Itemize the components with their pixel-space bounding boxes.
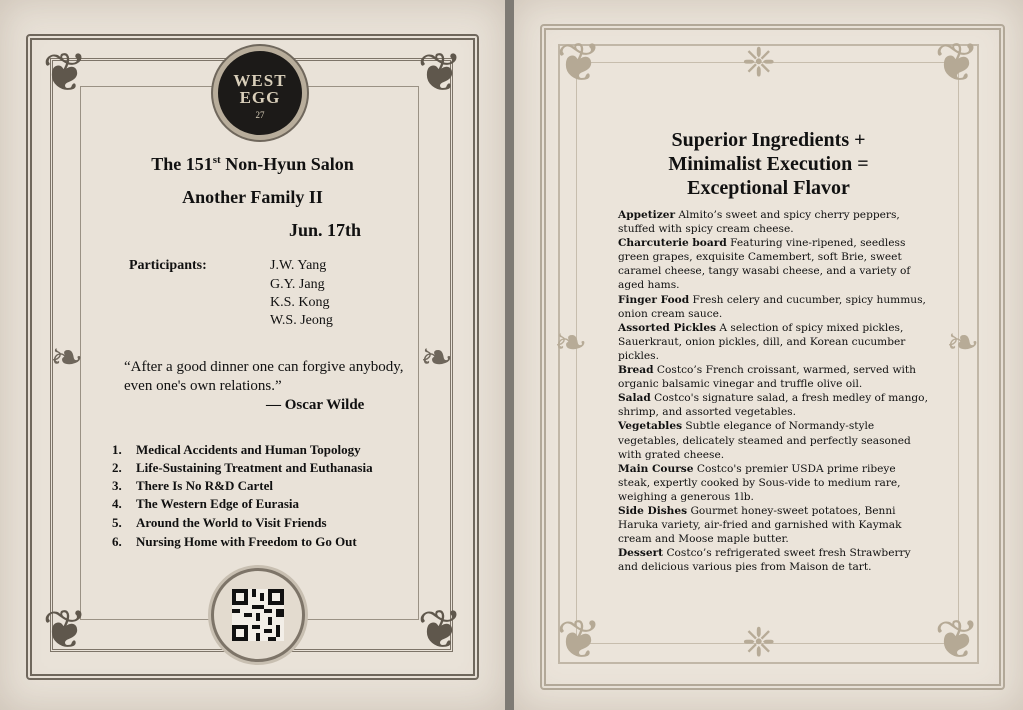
invitation-card [0,0,505,710]
qr-medallion[interactable] [211,568,305,662]
flourish-corner-icon: ❦ [417,598,463,661]
participants-label: Participants: [129,258,207,273]
salon-title: The 151st Non-Hyun Salon [151,154,354,174]
side-ornament-icon: ❧ [50,335,84,381]
side-ornament-icon: ❧ [554,320,588,366]
qr-code-icon[interactable] [232,589,284,641]
menu-item: Bread Costco’s French croissant, warmed, served with organic balsamic vinegar and truffle olive oil. [618,364,916,391]
menu-list [618,208,928,574]
flourish-corner-icon: ❦ [934,608,980,671]
flourish-corner-icon: ❦ [42,41,88,104]
menu-item: Appetizer Almito’s sweet and spicy cherry peppers, stuffed with spicy cream cheese. [618,209,900,236]
flourish-corner-icon: ❦ [556,31,602,94]
topic-item: 3. There Is No R&D Cartel [112,478,273,493]
topic-item: 5. Around the World to Visit Friends [112,515,327,530]
menu-item: Main Course Costco's premier USDA prime ribeye steak, expertly cooked by Sous-vide to medium rare, weighing a generous 1lb. [618,462,901,503]
menu-item: Dessert Costco’s refrigerated sweet fresh Strawberry and delicious various pies from Maison de tart. [618,547,911,574]
menu-item: Finger Food Fresh celery and cucumber, spicy hummus, onion cream sauce. [618,293,926,320]
menu-item: Salad Costco's signature salad, a fresh medley of mango, shrimp, and assorted vegetables. [618,392,928,419]
participant-name: K.S. Kong [270,295,330,310]
topic-item: 4. The Western Edge of Eurasia [112,496,299,511]
topic-item: 2. Life-Sustaining Treatment and Euthanasia [112,460,373,475]
quote-author: — Oscar Wilde [266,397,365,413]
top-ornament-icon: ❈ [742,40,776,86]
event-date: Jun. 17th [289,220,362,240]
menu-title: Superior Ingredients + Minimalist Execution = Exceptional Flavor [668,129,869,199]
west-egg-logo: WEST EGG 27 [213,46,307,140]
flourish-corner-icon: ❦ [42,598,88,661]
side-ornament-icon: ❧ [420,335,454,381]
participant-name: G.Y. Jang [270,277,325,292]
flourish-corner-icon: ❦ [934,31,980,94]
menu-item: Side Dishes Gourmet honey-sweet potatoes, Benni Haruka variety, air-fried and garnished with Kaymak cream and Moose maple butter. [618,504,902,546]
menu-item: Assorted Pickles A selection of spicy mixed pickles, Sauerkraut, onion pickles, dill, and Korean cucumber pickles. [618,321,906,362]
participant-name: J.W. Yang [270,258,327,273]
participant-name: W.S. Jeong [270,313,333,328]
side-ornament-icon: ❧ [946,320,980,366]
topic-item: 1. Medical Accidents and Human Topology [112,442,361,457]
event-subtitle: Another Family II [182,187,323,207]
quote-text: “After a good dinner one can forgive anybody, even one's own relations.” [124,359,404,394]
bottom-ornament-icon: ❈ [742,620,776,666]
flourish-corner-icon: ❦ [417,41,463,104]
menu-item: Vegetables Subtle elegance of Normandy-style vegetables, delicately steamed and perfectly seasoned with grated cheese. [618,420,911,461]
topic-item: 6. Nursing Home with Freedom to Go Out [112,534,357,549]
flourish-corner-icon: ❦ [556,608,602,671]
menu-item: Charcuterie board Featuring vine-ripened, seedless green grapes, exquisite Camembert, soft Brie, sweet caramel cheese, tangy wasabi cheese, and a variety of aged hams. [618,237,911,292]
